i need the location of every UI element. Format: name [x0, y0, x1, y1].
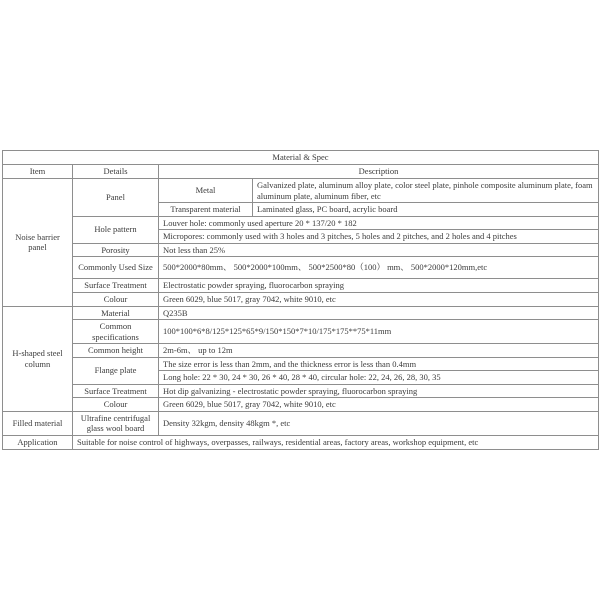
desc-filled-material: Density 32kgm, density 48kgm *, etc — [159, 411, 599, 435]
desc-surface-treatment-panel: Electrostatic powder spraying, fluorocarbon spraying — [159, 279, 599, 293]
detail-colour-column: Colour — [73, 398, 159, 412]
subdetail-transparent-material: Transparent material — [159, 203, 253, 217]
detail-common-height: Common height — [73, 344, 159, 358]
desc-flange-long-hole: Long hole: 22 * 30, 24 * 30, 26 * 40, 28 * 40, circular hole: 22, 24, 26, 28, 30, 35 — [159, 371, 599, 385]
table-title: Material & Spec — [3, 151, 599, 165]
desc-application: Suitable for noise control of highways, overpasses, railways, residential areas, factory areas, workshop equipment, etc — [73, 435, 599, 449]
item-noise-barrier-panel: Noise barrier panel — [3, 179, 73, 307]
desc-colour-panel: Green 6029, blue 5017, gray 7042, white 9010, etc — [159, 292, 599, 306]
column-header-details: Details — [73, 165, 159, 179]
desc-metal: Galvanized plate, aluminum alloy plate, color steel plate, pinhole composite aluminum plate, foam aluminum plate, aluminum fiber, etc — [253, 179, 599, 203]
subdetail-metal: Metal — [159, 179, 253, 203]
column-header-item: Item — [3, 165, 73, 179]
detail-surface-treatment-panel: Surface Treatment — [73, 279, 159, 293]
desc-porosity: Not less than 25% — [159, 243, 599, 257]
desc-flange-size-error: The size error is less than 2mm, and the thickness error is less than 0.4mm — [159, 357, 599, 371]
detail-flange-plate: Flange plate — [73, 357, 159, 384]
desc-material: Q235B — [159, 306, 599, 320]
desc-common-height: 2m-6m、 up to 12m — [159, 344, 599, 358]
desc-colour-column: Green 6029, blue 5017, gray 7042, white 9010, etc — [159, 398, 599, 412]
desc-micropores: Micropores: commonly used with 3 holes and 3 pitches, 5 holes and 2 pitches, and 2 holes and 4 pitches — [159, 230, 599, 244]
detail-porosity: Porosity — [73, 243, 159, 257]
item-filled-material: Filled material — [3, 411, 73, 435]
detail-panel: Panel — [73, 179, 159, 217]
desc-surface-treatment-column: Hot dip galvanizing - electrostatic powder spraying, fluorocarbon spraying — [159, 384, 599, 398]
detail-commonly-used-size: Commonly Used Size — [73, 257, 159, 279]
column-header-description: Description — [159, 165, 599, 179]
detail-glass-wool-board: Ultrafine centrifugal glass wool board — [73, 411, 159, 435]
detail-colour-panel: Colour — [73, 292, 159, 306]
detail-material: Material — [73, 306, 159, 320]
desc-common-specifications: 100*100*6*8/125*125*65*9/150*150*7*10/175*175**75*11mm — [159, 320, 599, 344]
material-spec-table — [2, 150, 599, 450]
detail-surface-treatment-column: Surface Treatment — [73, 384, 159, 398]
desc-commonly-used-size: 500*2000*80mm、 500*2000*100mm、 500*2500*80（100） mm、 500*2000*120mm,etc — [159, 257, 599, 279]
desc-transparent-material: Laminated glass, PC board, acrylic board — [253, 203, 599, 217]
desc-louver-hole: Louver hole: commonly used aperture 20 * 137/20 * 182 — [159, 216, 599, 230]
detail-common-specifications: Common specifications — [73, 320, 159, 344]
item-application: Application — [3, 435, 73, 449]
item-h-shaped-steel-column: H-shaped steel column — [3, 306, 73, 411]
detail-hole-pattern: Hole pattern — [73, 216, 159, 243]
